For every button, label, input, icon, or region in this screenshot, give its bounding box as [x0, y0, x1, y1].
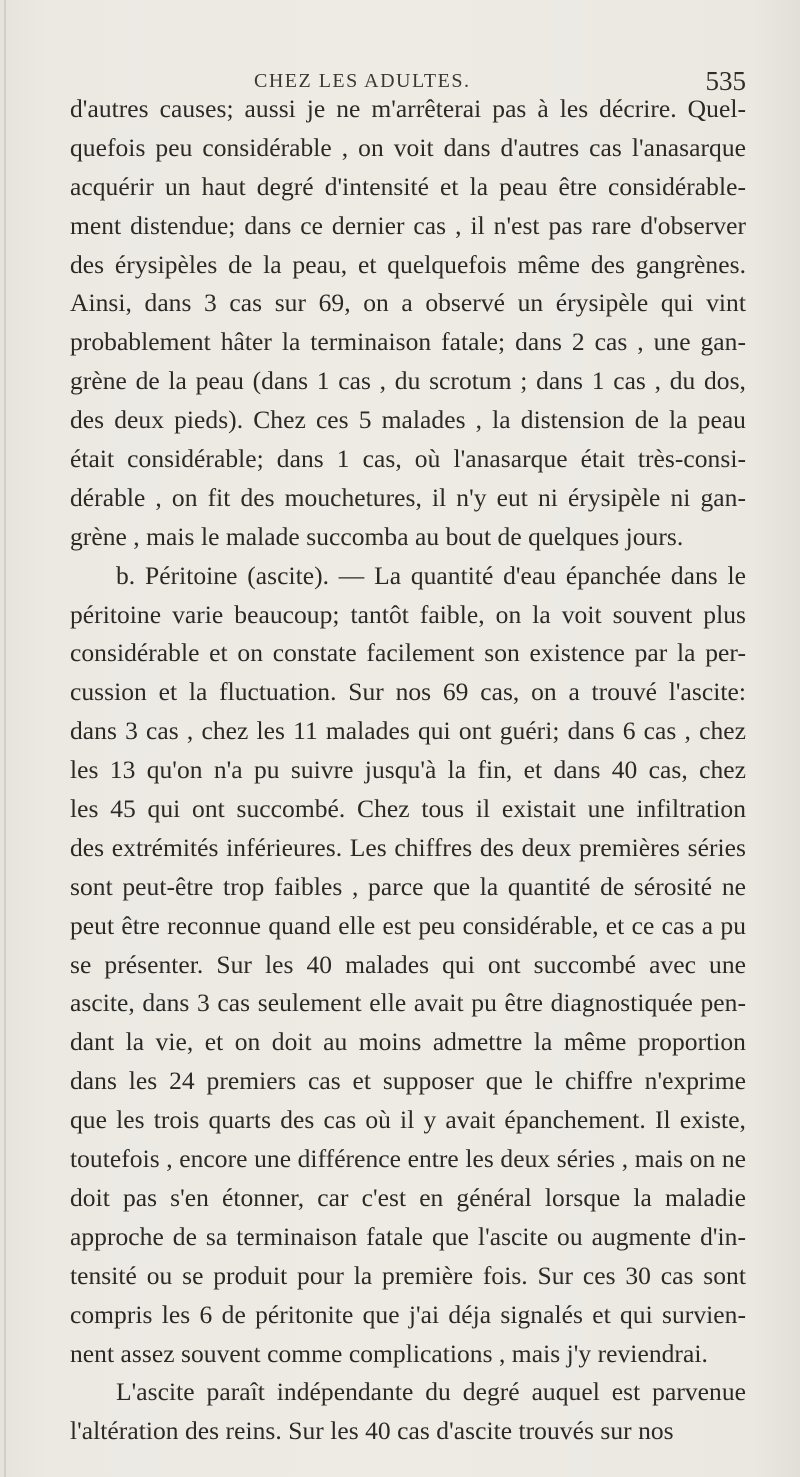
text-line: dérable , on fit des mouchetures, il n'y eut ni érysipèle ni gan-: [70, 482, 746, 512]
paragraph-start-line: b. Péritoine (ascite). — La quantité d'eau épanchée dans le: [116, 560, 746, 590]
text-line: dans 3 cas , chez les 11 malades qui ont guéri; dans 6 cas , chez: [70, 716, 746, 746]
text-line: ment distendue; dans ce dernier cas , il n'est pas rare d'observer: [70, 210, 746, 240]
text-line: était considérable; dans 1 cas, où l'anasarque était très-consi-: [70, 444, 746, 474]
running-head: CHEZ LES ADULTES.: [254, 70, 471, 92]
text-line: approche de sa terminaison fatale que l'ascite ou augmente d'in-: [70, 1221, 746, 1251]
text-line: tensité ou se produit pour la première fois. Sur ces 30 cas sont: [70, 1260, 746, 1290]
text-line: doit pas s'en étonner, car c'est en général lorsque la maladie: [70, 1182, 746, 1212]
text-line: se présenter. Sur les 40 malades qui ont succombé avec une: [70, 949, 746, 979]
text-line: dant la vie, et on doit au moins admettre la même proportion: [70, 1027, 746, 1057]
text-line: acquérir un haut degré d'intensité et la peau être considérable-: [70, 171, 746, 201]
text-line: des érysipèles de la peau, et quelquefois même des gangrènes.: [70, 249, 746, 279]
text-line: considérable et on constate facilement son existence par la per-: [70, 638, 746, 668]
text-line: péritoine varie beaucoup; tantôt faible, on la voit souvent plus: [70, 599, 746, 629]
paragraph-start-line: L'ascite paraît indépendante du degré auquel est parvenue: [116, 1377, 746, 1407]
text-line: les 13 qu'on n'a pu suivre jusqu'à la fin, et dans 40 cas, chez: [70, 755, 746, 785]
text-line: grène , mais le malade succomba au bout de quelques jours.: [70, 521, 684, 551]
text-line: cussion et la fluctuation. Sur nos 69 cas, on a trouvé l'ascite:: [70, 677, 746, 707]
text-line: sont peut-être trop faibles , parce que la quantité de sérosité ne: [70, 871, 746, 901]
text-line: quefois peu considérable , on voit dans d'autres cas l'anasarque: [70, 132, 746, 162]
page-number: 535: [705, 66, 746, 96]
text-line: dans les 24 premiers cas et supposer que le chiffre n'exprime: [70, 1066, 746, 1096]
binding-edge: [4, 0, 6, 1477]
text-line: grène de la peau (dans 1 cas , du scrotum ; dans 1 cas , du dos,: [70, 366, 746, 396]
text-line: Ainsi, dans 3 cas sur 69, on a observé un érysipèle qui vint: [70, 288, 746, 318]
text-line: les 45 qui ont succombé. Chez tous il existait une infiltration: [70, 794, 746, 824]
text-line: que les trois quarts des cas où il y avait épanchement. Il existe,: [70, 1105, 746, 1135]
text-line: des extrémités inférieures. Les chiffres des deux premières séries: [70, 832, 746, 862]
text-line: d'autres causes; aussi je ne m'arrêterai pas à les décrire. Quel-: [70, 94, 746, 123]
text-line: probablement hâter la terminaison fatale; dans 2 cas , une gan-: [70, 327, 746, 357]
text-line: l'altération des reins. Sur les 40 cas d'ascite trouvés sur nos: [70, 1416, 674, 1446]
text-line: compris les 6 de péritonite que j'ai déja signalés et qui survien-: [70, 1299, 746, 1329]
text-line: ascite, dans 3 cas seulement elle avait pu être diagnostiquée pen-: [70, 988, 746, 1018]
text-line: toutefois , encore une différence entre les deux séries , mais on ne: [70, 1144, 746, 1174]
text-line: des deux pieds). Chez ces 5 malades , la distension de la peau: [70, 405, 746, 435]
text-line: peut être reconnue quand elle est peu considérable, et ce cas a pu: [70, 910, 746, 940]
text-line: nent assez souvent comme complications , mais j'y reviendrai.: [70, 1338, 708, 1368]
body-text: [70, 90, 746, 1451]
